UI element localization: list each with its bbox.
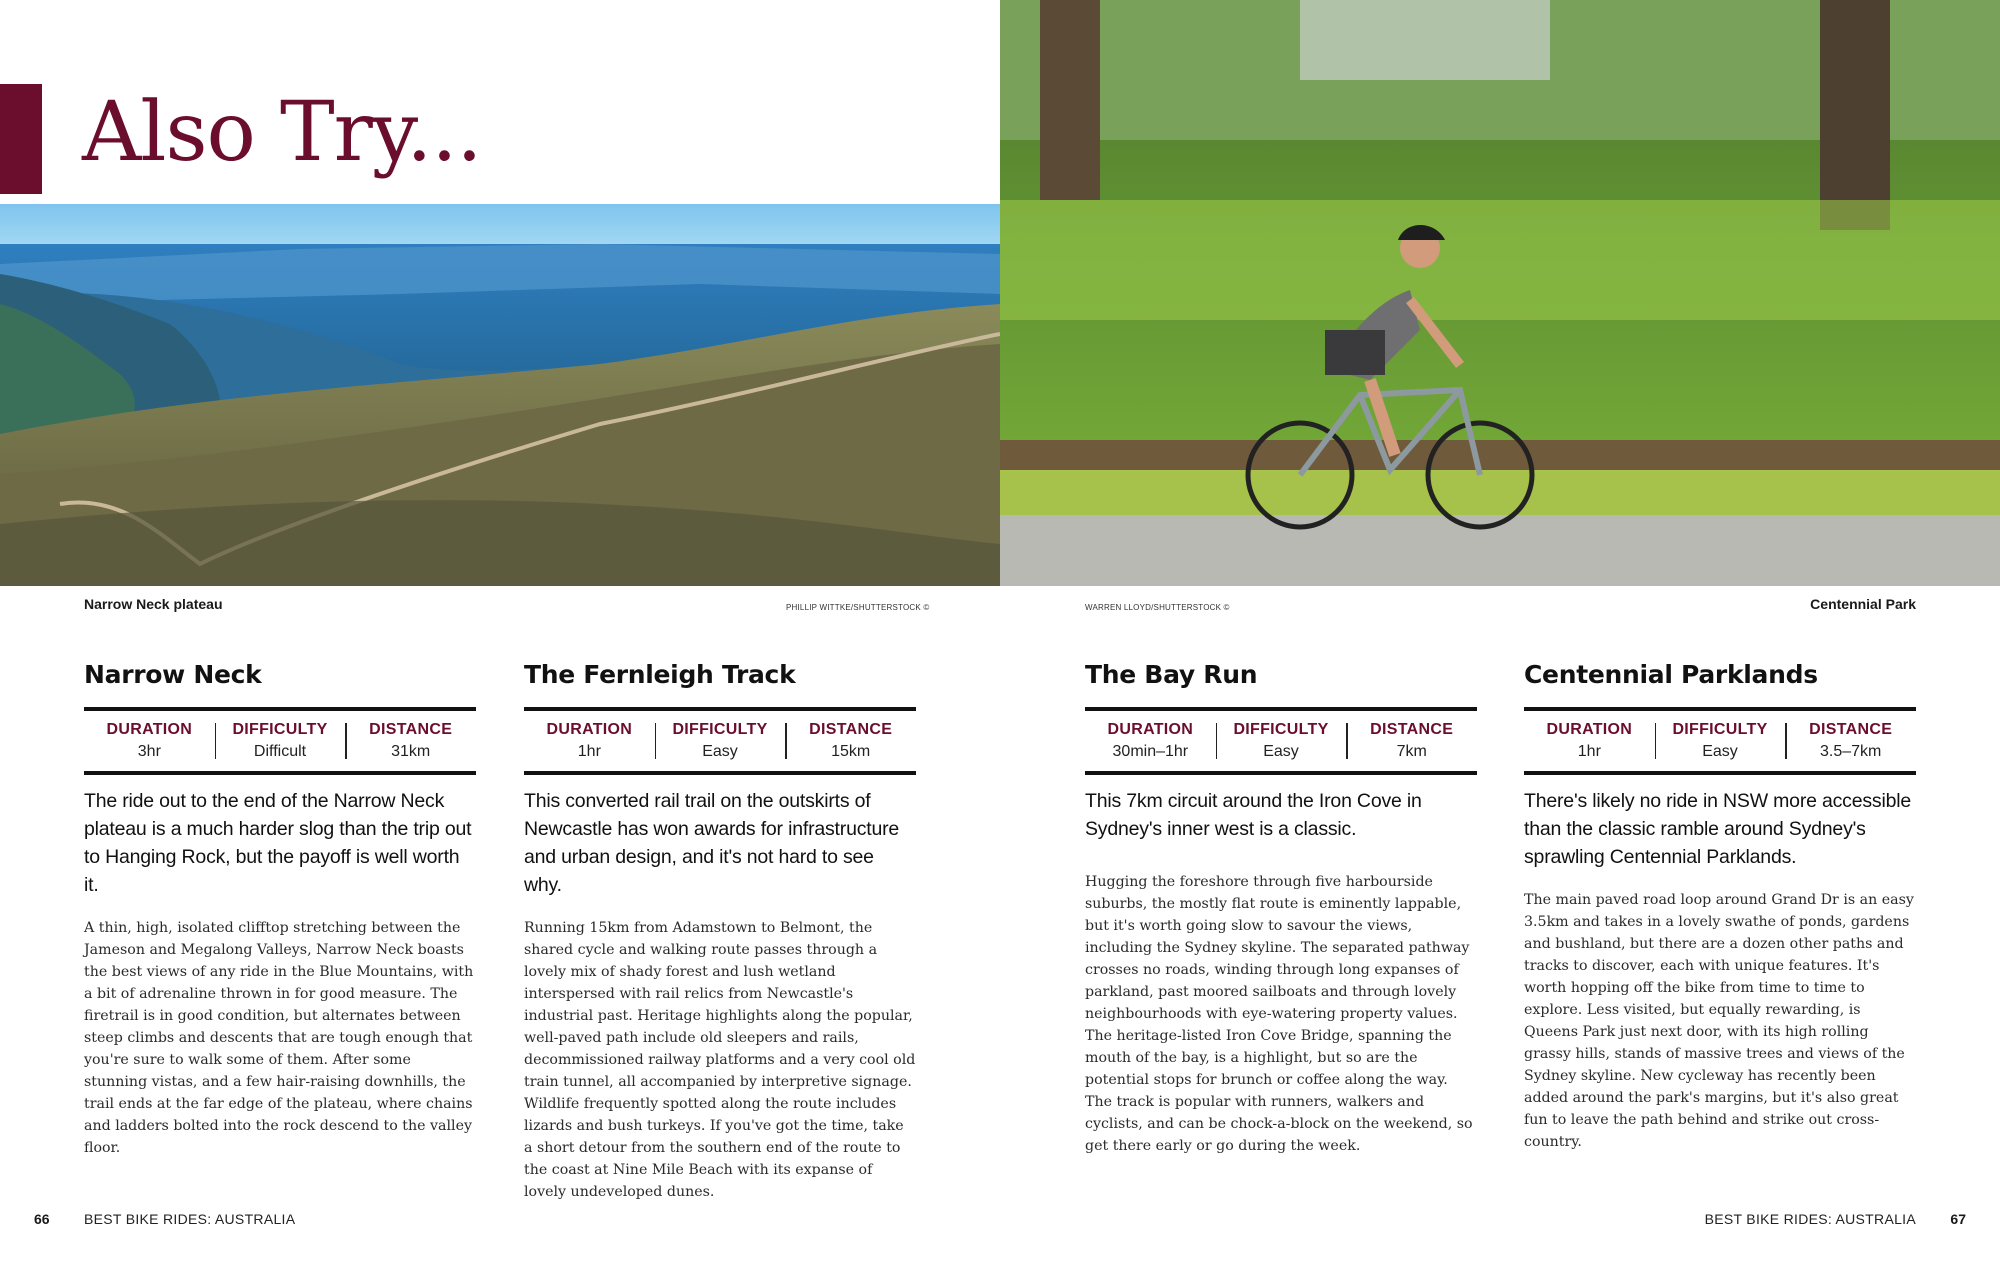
distance-value: 3.5–7km <box>1819 743 1882 760</box>
duration-value: 1hr <box>577 743 601 760</box>
distance-stat <box>785 721 916 761</box>
ride-fernleigh-track <box>524 660 916 1203</box>
distance-stat <box>1346 721 1477 761</box>
difficulty-stat <box>215 721 346 761</box>
ride-title: Narrow Neck <box>84 660 262 689</box>
distance-label: DISTANCE <box>809 721 893 738</box>
duration-stat <box>1524 721 1655 761</box>
distance-label: DISTANCE <box>1370 721 1454 738</box>
duration-value: 30min–1hr <box>1112 743 1189 760</box>
duration-stat <box>84 721 215 761</box>
difficulty-stat <box>655 721 786 761</box>
duration-label: DURATION <box>1546 721 1633 738</box>
ride-title: The Fernleigh Track <box>524 660 796 689</box>
left-running-footer: BEST BIKE RIDES: AUSTRALIA <box>84 1211 296 1227</box>
difficulty-value: Easy <box>1702 743 1738 760</box>
right-photo-credit: WARREN LLOYD/SHUTTERSTOCK © <box>1085 603 1230 612</box>
title-accent-bar <box>0 84 42 194</box>
difficulty-value: Easy <box>702 743 738 760</box>
ride-intro: There's likely no ride in NSW more accessible than the classic ramble around Sydney's sprawling Centennial Parklands. <box>1524 790 1912 868</box>
duration-stat <box>1085 721 1216 761</box>
cyclist-photo <box>1000 0 2000 586</box>
ride-intro: The ride out to the end of the Narrow Neck plateau is a much harder slog than the trip out to Hanging Rock, but the payoff is well worth it. <box>84 790 472 896</box>
distance-label: DISTANCE <box>369 721 453 738</box>
distance-label: DISTANCE <box>1809 721 1893 738</box>
ride-bay-run <box>1085 660 1477 1157</box>
ride-narrow-neck <box>84 660 476 1159</box>
difficulty-label: DIFFICULTY <box>1672 721 1768 738</box>
ride-title: The Bay Run <box>1085 660 1258 689</box>
distance-stat <box>1785 721 1916 761</box>
right-photo-caption: Centennial Park <box>1810 596 1916 612</box>
ride-stats <box>1085 707 1477 775</box>
duration-value: 1hr <box>1577 743 1601 760</box>
ride-stats <box>524 707 916 775</box>
ride-intro: This converted rail trail on the outskirts of Newcastle has won awards for infrastructure and urban design, and it's not hard to see why. <box>524 790 900 896</box>
duration-label: DURATION <box>1107 721 1194 738</box>
ride-body: Hugging the foreshore through five harbourside suburbs, the mostly flat route is eminently lappable, but it's worth going slow to savour the views, including the Sydney skyline. The separated pathway crosses no roads, winding through long expanses of parkland, past moored sailboats and through lovely neighbourhoods with eye-watering property values. The heritage-listed Iron Cove Bridge, spanning the mouth of the bay, is a highlight, but so are the potential stops for brunch or coffee along the way. The track is popular with runners, walkers and cyclists, and can be chock-a-block on the weekend, so get there early or go during the week. <box>1085 874 1473 1154</box>
distance-stat <box>345 721 476 761</box>
difficulty-stat <box>1655 721 1786 761</box>
difficulty-stat <box>1216 721 1347 761</box>
page-title: Also Try... <box>82 85 482 180</box>
right-running-footer: BEST BIKE RIDES: AUSTRALIA <box>1704 1211 1916 1227</box>
duration-label: DURATION <box>546 721 633 738</box>
duration-value: 3hr <box>137 743 161 760</box>
duration-stat <box>524 721 655 761</box>
ride-body: Running 15km from Adamstown to Belmont, the shared cycle and walking route passes through a lovely mix of shady forest and lush wetland interspersed with rail relics from Newcastle's industrial past. Heritage highlights along the popular, well-paved path include old sleepers and rails, decommissioned railway platforms and a very cool old train tunnel, all accompanied by interpretive signage. Wildlife frequently spotted along the route includes lizards and bush turkeys. If you've got the time, take a short detour from the southern end of the route to the coast at Nine Mile Beach with its expanse of lovely undeveloped dunes. <box>524 920 916 1200</box>
ride-title: Centennial Parklands <box>1524 660 1818 689</box>
left-photo-caption: Narrow Neck plateau <box>84 596 223 612</box>
distance-value: 7km <box>1396 743 1427 760</box>
right-page-number: 67 <box>1950 1211 1966 1227</box>
left-page-number: 66 <box>34 1211 50 1227</box>
difficulty-value: Difficult <box>253 743 307 760</box>
distance-value: 31km <box>391 743 431 760</box>
ride-stats <box>84 707 476 775</box>
ride-centennial-parklands <box>1524 660 1916 1153</box>
ride-stats <box>1524 707 1916 775</box>
difficulty-label: DIFFICULTY <box>672 721 768 738</box>
difficulty-value: Easy <box>1263 743 1299 760</box>
difficulty-label: DIFFICULTY <box>232 721 328 738</box>
left-photo-credit: PHILLIP WITTKE/SHUTTERSTOCK © <box>786 603 930 612</box>
ride-intro: This 7km circuit around the Iron Cove in Sydney's inner west is a classic. <box>1085 790 1422 840</box>
ride-body: A thin, high, isolated clifftop stretching between the Jameson and Megalong Valleys, Narrow Neck boasts the best views of any ride in the Blue Mountains, with a bit of adrenaline thrown in for good measure. The firetrail is in good condition, but alternates between steep climbs and descents that are tough enough that you're sure to walk some of them. After some stunning vistas, and a few hair-raising downhills, the trail ends at the far edge of the plateau, where chains and ladders bolted into the rock descend to the valley floor. <box>84 920 474 1156</box>
duration-label: DURATION <box>106 721 193 738</box>
narrow-neck-photo <box>0 204 1000 586</box>
difficulty-label: DIFFICULTY <box>1233 721 1329 738</box>
distance-value: 15km <box>831 743 871 760</box>
ride-body: The main paved road loop around Grand Dr is an easy 3.5km and takes in a lovely swathe of ponds, gardens and bushland, but there are a dozen other paths and tracks to discover, each with unique features. It's worth hopping off the bike from time to time to explore. Less visited, but equally rewarding, is Queens Park just next door, with its high rolling grassy hills, stands of massive trees and views of the Sydney skyline. New cycleway has recently been added around the park's margins, but it's also great fun to leave the path behind and strike out cross-country. <box>1524 892 1914 1150</box>
